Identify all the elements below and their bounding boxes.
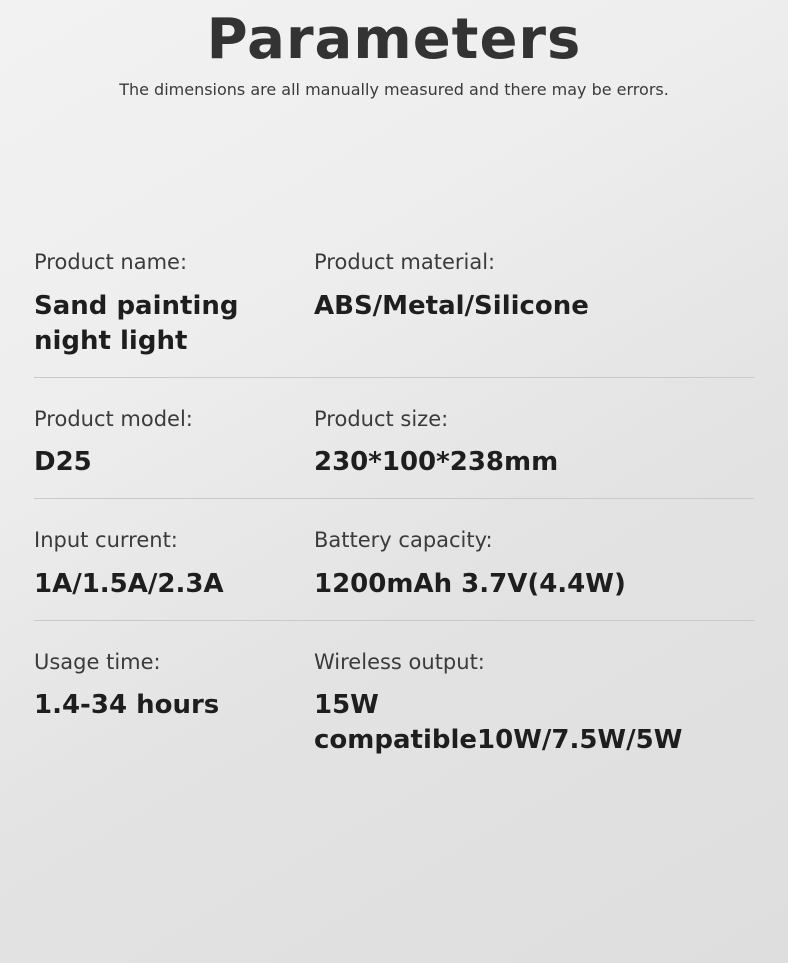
spec-cell-battery-capacity	[314, 527, 754, 601]
spec-label: Usage time:	[34, 649, 161, 674]
spec-label: Product material:	[314, 250, 496, 275]
spec-cell-product-name	[34, 249, 314, 358]
spec-row	[34, 649, 754, 776]
spec-value: 230*100*238mm	[314, 447, 559, 478]
page-subtitle: The dimensions are all manually measured and there may be errors.	[119, 80, 669, 100]
spec-row	[34, 527, 754, 620]
spec-label: Battery capacity:	[314, 528, 493, 553]
spec-cell-product-material	[314, 249, 754, 323]
spec-label: Product name:	[34, 250, 188, 275]
specs-table	[0, 249, 788, 776]
spec-label: Product size:	[314, 406, 449, 431]
spec-cell-input-current	[34, 527, 314, 601]
spec-value: 1A/1.5A/2.3A	[34, 568, 224, 599]
spec-cell-product-size	[314, 406, 754, 480]
spec-label: Product model:	[34, 406, 193, 431]
spec-value: D25	[34, 447, 92, 478]
spec-cell-product-model	[34, 406, 314, 480]
spec-value: 1.4-34 hours	[34, 689, 220, 720]
spec-label: Input current:	[34, 528, 178, 553]
spec-row	[34, 406, 754, 499]
spec-value: ABS/Metal/Silicone	[314, 290, 589, 321]
spec-value: Sand painting night light	[34, 290, 239, 356]
spec-row	[34, 249, 754, 377]
spec-value: 1200mAh 3.7V(4.4W)	[314, 568, 626, 599]
spec-value: 15W compatible10W/7.5W/5W	[314, 689, 683, 756]
spec-cell-usage-time	[34, 649, 314, 723]
page-header	[0, 0, 788, 99]
spec-cell-wireless-output	[314, 649, 754, 758]
page-title: Parameters	[206, 7, 582, 72]
spec-label: Wireless output:	[314, 649, 485, 674]
